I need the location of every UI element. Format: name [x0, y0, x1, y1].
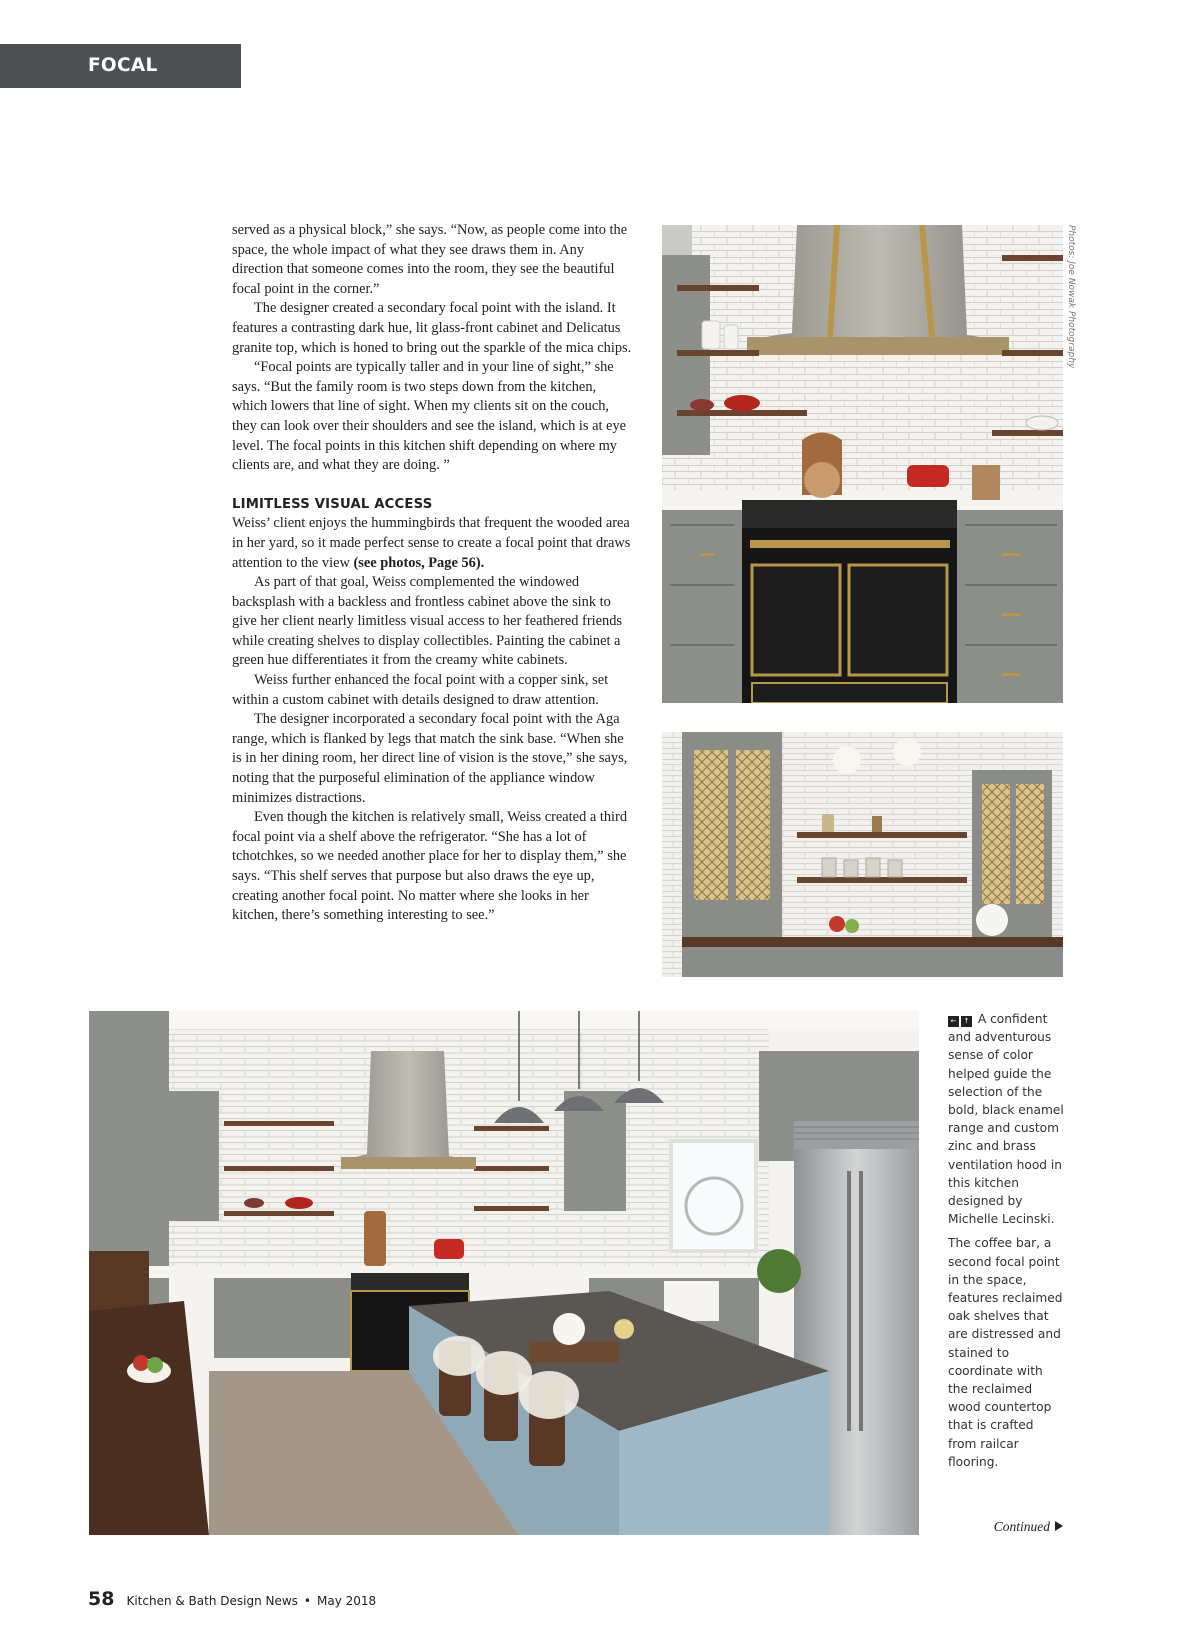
kitchen-overview-photo	[89, 1011, 919, 1535]
paragraph	[232, 514, 632, 573]
page-reference: (see photos, Page 56).	[353, 554, 485, 571]
article-body	[232, 221, 632, 926]
photo-caption	[948, 1010, 1064, 1471]
footer-separator: •	[303, 1594, 311, 1608]
paragraph: The designer incorporated a secondary focal point with the Aga range, which is flanked by legs that match the sink base. “When she is in her dining room, her direct line of vision is the stove,” she says, noting that the purposeful elimination of the appliance window minimizes distractions.	[232, 711, 628, 806]
paragraph: “Focal points are typically taller and in your line of sight,” she says. “But the family room is two steps down from the kitchen, which lowers that line of sight. When my clients sit on the couch, they can look over their shoulders and see the island, which is at eye level. The focal points in this kitchen shift depending on where my clients are, and what they are doing. ”	[232, 359, 627, 474]
paragraph-text: Weiss’ client enjoys the hummingbirds that frequent the wooded area in her yard, so it made perfect sense to create a focal point that draws attention to the view	[232, 515, 631, 571]
page-number: 58	[88, 1588, 115, 1610]
caption-text: A confident and adventurous sense of color helped guide the selection of the bold, black enamel range and custom zinc and brass ventilation hood in this kitchen designed by Michelle Lecinski.	[948, 1012, 1064, 1227]
publication-name: Kitchen & Bath Design News	[126, 1594, 298, 1608]
continued-link[interactable]	[960, 1519, 1063, 1535]
issue-date: May 2018	[317, 1594, 377, 1608]
paragraph: Even though the kitchen is relatively small, Weiss created a third focal point via a shelf above the refrigerator. “She has a lot of tchotchkes, so we needed another place for her to display them,” she says. “This shelf serves that purpose but also draws the eye up, creating another focal point. No matter where she looks in her kitchen, there’s something interesting to see.”	[232, 809, 628, 924]
coffee-bar-photo	[662, 732, 1063, 977]
paragraph: As part of that goal, Weiss complemented the windowed backsplash with a backless and frontless cabinet above the sink to give her client nearly limitless visual access to her feathered friends while creating shelves to display collectibles. Painting the cabinet a green hue differentiates it from the creamy white cabinets.	[232, 574, 622, 669]
left-arrow-icon: ←	[948, 1016, 959, 1027]
subhead: LIMITLESS VISUAL ACCESS	[232, 496, 433, 512]
photo-credit: Photos: Joe Nowak Photography	[1066, 225, 1076, 369]
caption-paragraph	[948, 1010, 1064, 1228]
continued-label: Continued	[993, 1519, 1050, 1534]
up-arrow-icon: ↑	[961, 1016, 972, 1027]
paragraph: served as a physical block,” she says. “Now, as people come into the space, the whole impact of what they see draws them in. Any direction that someone comes into the room, they see the beautiful focal point in the corner.”	[232, 222, 628, 297]
range-hood-photo	[662, 225, 1063, 703]
paragraph: The designer created a secondary focal point with the island. It features a contrasting dark hue, lit glass-front cabinet and Delicatus granite top, which is honed to bring out the sparkle of the mica chips.	[232, 300, 632, 356]
right-triangle-icon	[1055, 1521, 1063, 1531]
section-label: FOCAL POINTS	[0, 44, 241, 88]
page-footer	[88, 1588, 376, 1612]
caption-paragraph: The coffee bar, a second focal point in the space, features reclaimed oak shelves that are distressed and stained to coordinate with the reclaimed wood countertop that is crafted from railcar flooring.	[948, 1236, 1063, 1469]
paragraph: Weiss further enhanced the focal point with a copper sink, set within a custom cabinet with details designed to draw attention.	[232, 672, 609, 708]
